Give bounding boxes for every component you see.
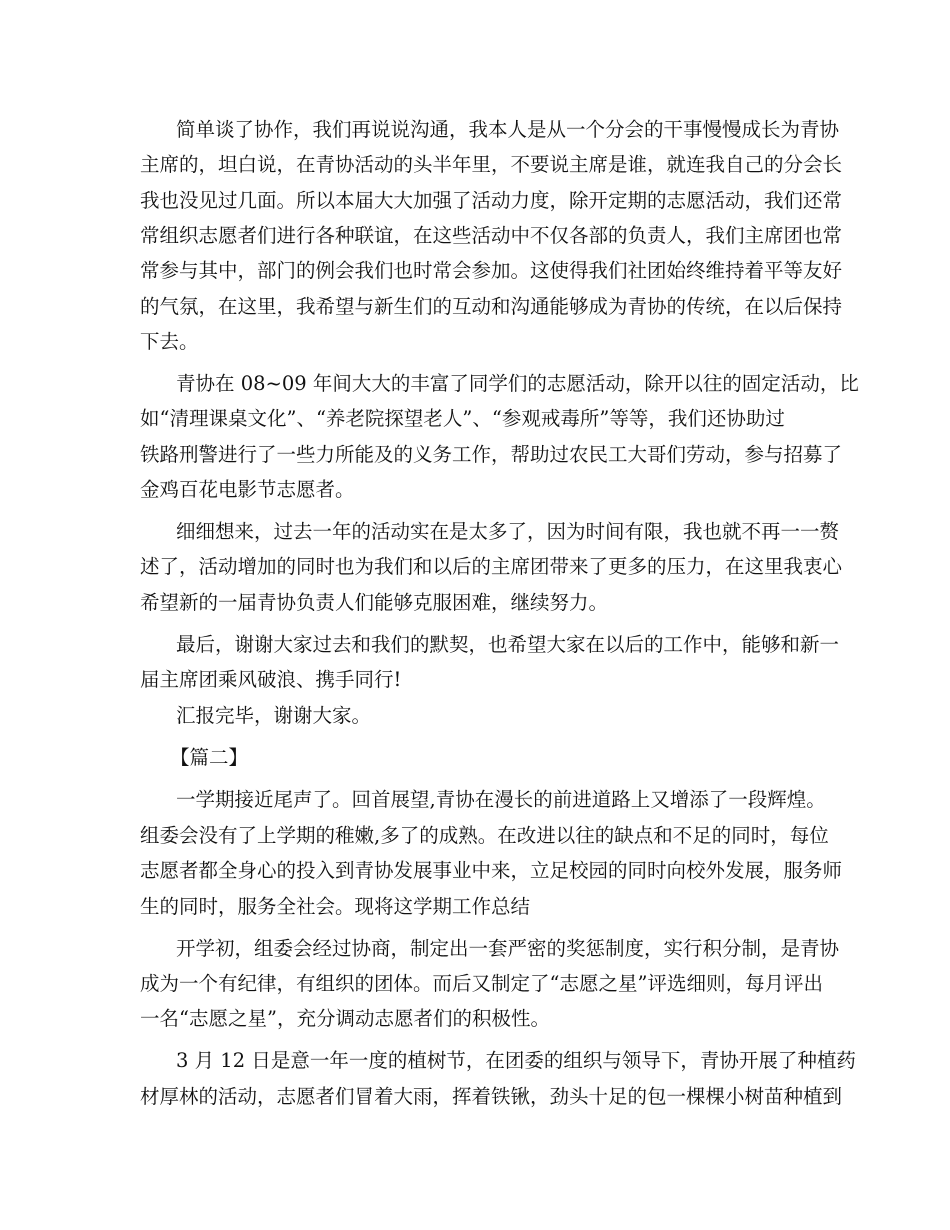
text-line: 细细想来，过去一年的活动实在是太多了，因为时间有限，我也就不再一一赘 xyxy=(176,520,840,543)
text-line: 常组织志愿者们进行各种联谊，在这些活动中不仅各部的负责人，我们主席团也常 xyxy=(140,224,843,247)
text-line: 的气氛，在这里，我希望与新生们的互动和沟通能够成为青协的传统，在以后保持 xyxy=(140,295,843,318)
text-line: 一学期接近尾声了。回首展望,青协在漫长的前进道路上又增添了一段辉煌。 xyxy=(176,788,826,811)
text-line: 开学初，组委会经过协商，制定出一套严密的奖惩制度，实行积分制，是青协 xyxy=(176,937,840,960)
text-line: 青协在 08~09 年间大大的丰富了同学们的志愿活动，除开以往的固定活动，比 xyxy=(176,372,859,395)
section-heading: 【篇二】 xyxy=(170,746,249,769)
text-line: 我也没见过几面。所以本届大大加强了活动力度，除开定期的志愿活动，我们还常 xyxy=(140,189,843,212)
text-line: 成为一个有纪律，有组织的团体。而后又制定了“志愿之星”评选细则，每月评出 xyxy=(140,972,823,995)
text-line: 志愿者都全身心的投入到青协发展事业中来，立足校园的同时向校外发展，服务师 xyxy=(140,859,843,882)
text-line: 生的同时，服务全社会。现将这学期工作总结 xyxy=(140,895,531,918)
text-line: 主席的，坦白说，在青协活动的头半年里，不要说主席是谁，就连我自己的分会长 xyxy=(140,153,843,176)
text-line: 组委会没有了上学期的稚嫩,多了的成熟。在改进以往的缺点和不足的同时，每位 xyxy=(140,824,829,847)
text-line: 金鸡百花电影节志愿者。 xyxy=(140,478,355,501)
text-line: 3 月 12 日是意一年一度的植树节，在团委的组织与领导下，青协开展了种植药 xyxy=(176,1049,856,1072)
text-line: 汇报完毕，谢谢大家。 xyxy=(176,704,372,727)
text-line: 最后，谢谢大家过去和我们的默契，也希望大家在以后的工作中，能够和新一 xyxy=(176,633,840,656)
text-line: 简单谈了协作，我们再说说沟通，我本人是从一个分会的干事慢慢成长为青协 xyxy=(176,118,840,141)
text-line: 一名“志愿之星”，充分调动志愿者们的积极性。 xyxy=(140,1007,550,1030)
text-line: 述了，活动增加的同时也为我们和以后的主席团带来了更多的压力，在这里我衷心 xyxy=(140,555,843,578)
text-line: 铁路刑警进行了一些力所能及的义务工作，帮助过农民工大哥们劳动，参与招募了 xyxy=(140,443,843,466)
text-line: 如“清理课桌文化”、“养老院探望老人”、“参观戒毒所”等等，我们还协助过 xyxy=(140,407,785,430)
text-line: 希望新的一届青协负责人们能够克服困难，继续努力。 xyxy=(140,591,609,614)
text-line: 下去。 xyxy=(140,330,199,353)
text-line: 常参与其中，部门的例会我们也时常会参加。这使得我们社团始终维持着平等友好 xyxy=(140,259,843,282)
text-line: 材厚林的活动，志愿者们冒着大雨，挥着铁锹，劲头十足的包一棵棵小树苗种植到 xyxy=(140,1085,843,1108)
text-line: 届主席团乘风破浪、携手同行! xyxy=(140,668,402,691)
